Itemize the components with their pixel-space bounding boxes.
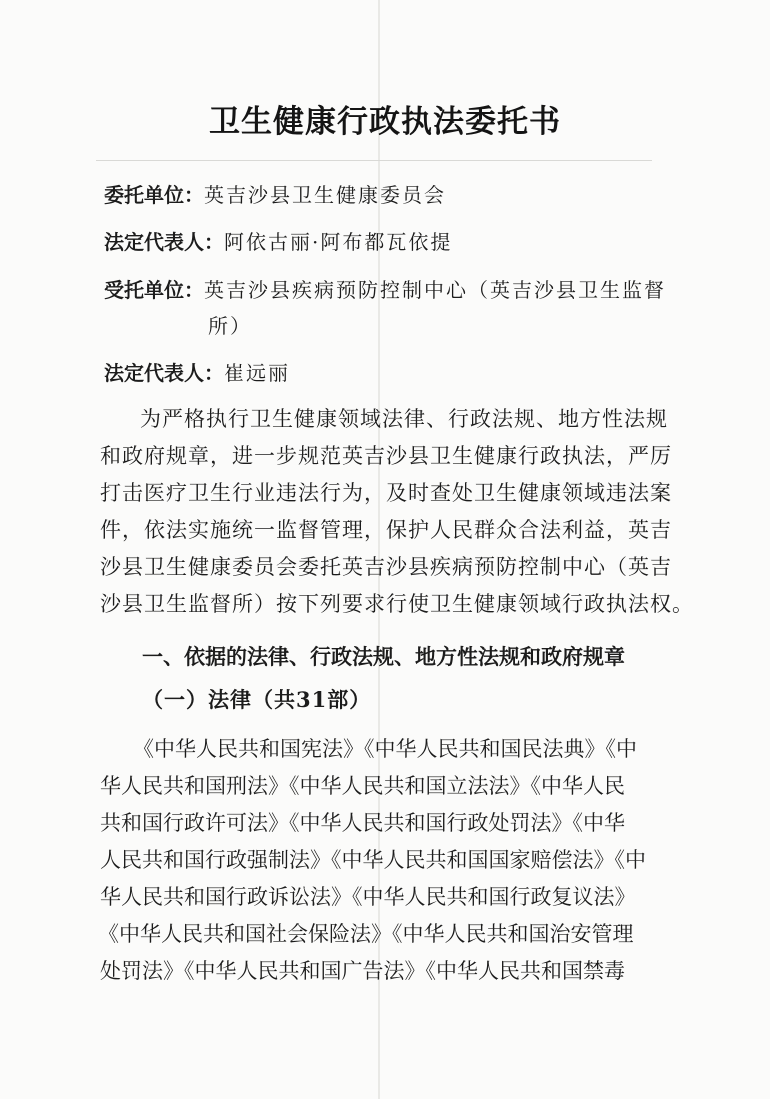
subsection-heading: （一）法律（共31部） xyxy=(142,687,372,712)
field-value: 崔远丽 xyxy=(224,361,290,385)
field-label: 委托单位： xyxy=(104,183,204,207)
law-list-line: 处罚法》《中华人民共和国广告法》《中华人民共和国禁毒 xyxy=(100,959,625,983)
field-entrusting-unit xyxy=(104,177,446,214)
law-list-line: 华人民共和国刑法》《中华人民共和国立法法》《中华人民 xyxy=(100,774,625,798)
field-label: 法定代表人： xyxy=(104,361,224,385)
law-list-line: 华人民共和国行政诉讼法》《中华人民共和国行政复议法》 xyxy=(100,885,636,909)
law-list-line: 共和国行政许可法》《中华人民共和国行政处罚法》《中华 xyxy=(100,811,625,835)
intro-line: 沙县卫生健康委员会委托英吉沙县疾病预防控制中心（英吉 xyxy=(100,555,672,579)
field-entrusted-unit xyxy=(104,272,666,309)
field-value: 英吉沙县卫生健康委员会 xyxy=(204,183,446,207)
intro-line: 为严格执行卫生健康领域法律、行政法规、地方性法规 xyxy=(140,407,668,431)
intro-line: 打击医疗卫生行业违法行为，及时查处卫生健康领域违法案 xyxy=(100,481,672,505)
law-list-line: 人民共和国行政强制法》《中华人民共和国国家赔偿法》《中 xyxy=(100,848,646,872)
field-legal-representative xyxy=(104,224,452,261)
field-entrusted-representative xyxy=(104,355,290,392)
title-divider xyxy=(96,160,652,161)
field-value-continuation: 所） xyxy=(208,314,252,338)
field-value: 阿依古丽·阿布都瓦依提 xyxy=(224,230,453,254)
law-list-line: 《中华人民共和国社会保险法》《中华人民共和国治安管理 xyxy=(98,922,634,946)
intro-line: 件，依法实施统一监督管理，保护人民群众合法利益，英吉 xyxy=(100,518,672,542)
field-value: 英吉沙县疾病预防控制中心（英吉沙县卫生监督 xyxy=(204,278,666,302)
field-label: 法定代表人： xyxy=(104,230,224,254)
field-label: 受托单位： xyxy=(104,278,204,302)
document-title: 卫生健康行政执法委托书 xyxy=(209,104,561,140)
law-list-line: 《中华人民共和国宪法》《中华人民共和国民法典》《中 xyxy=(133,737,637,761)
intro-line: 沙县卫生监督所）按下列要求行使卫生健康领域行政执法权。 xyxy=(100,592,694,616)
intro-line: 和政府规章，进一步规范英吉沙县卫生健康行政执法，严厉 xyxy=(100,444,672,468)
section-heading: 一、依据的法律、行政法规、地方性法规和政府规章 xyxy=(142,644,625,669)
